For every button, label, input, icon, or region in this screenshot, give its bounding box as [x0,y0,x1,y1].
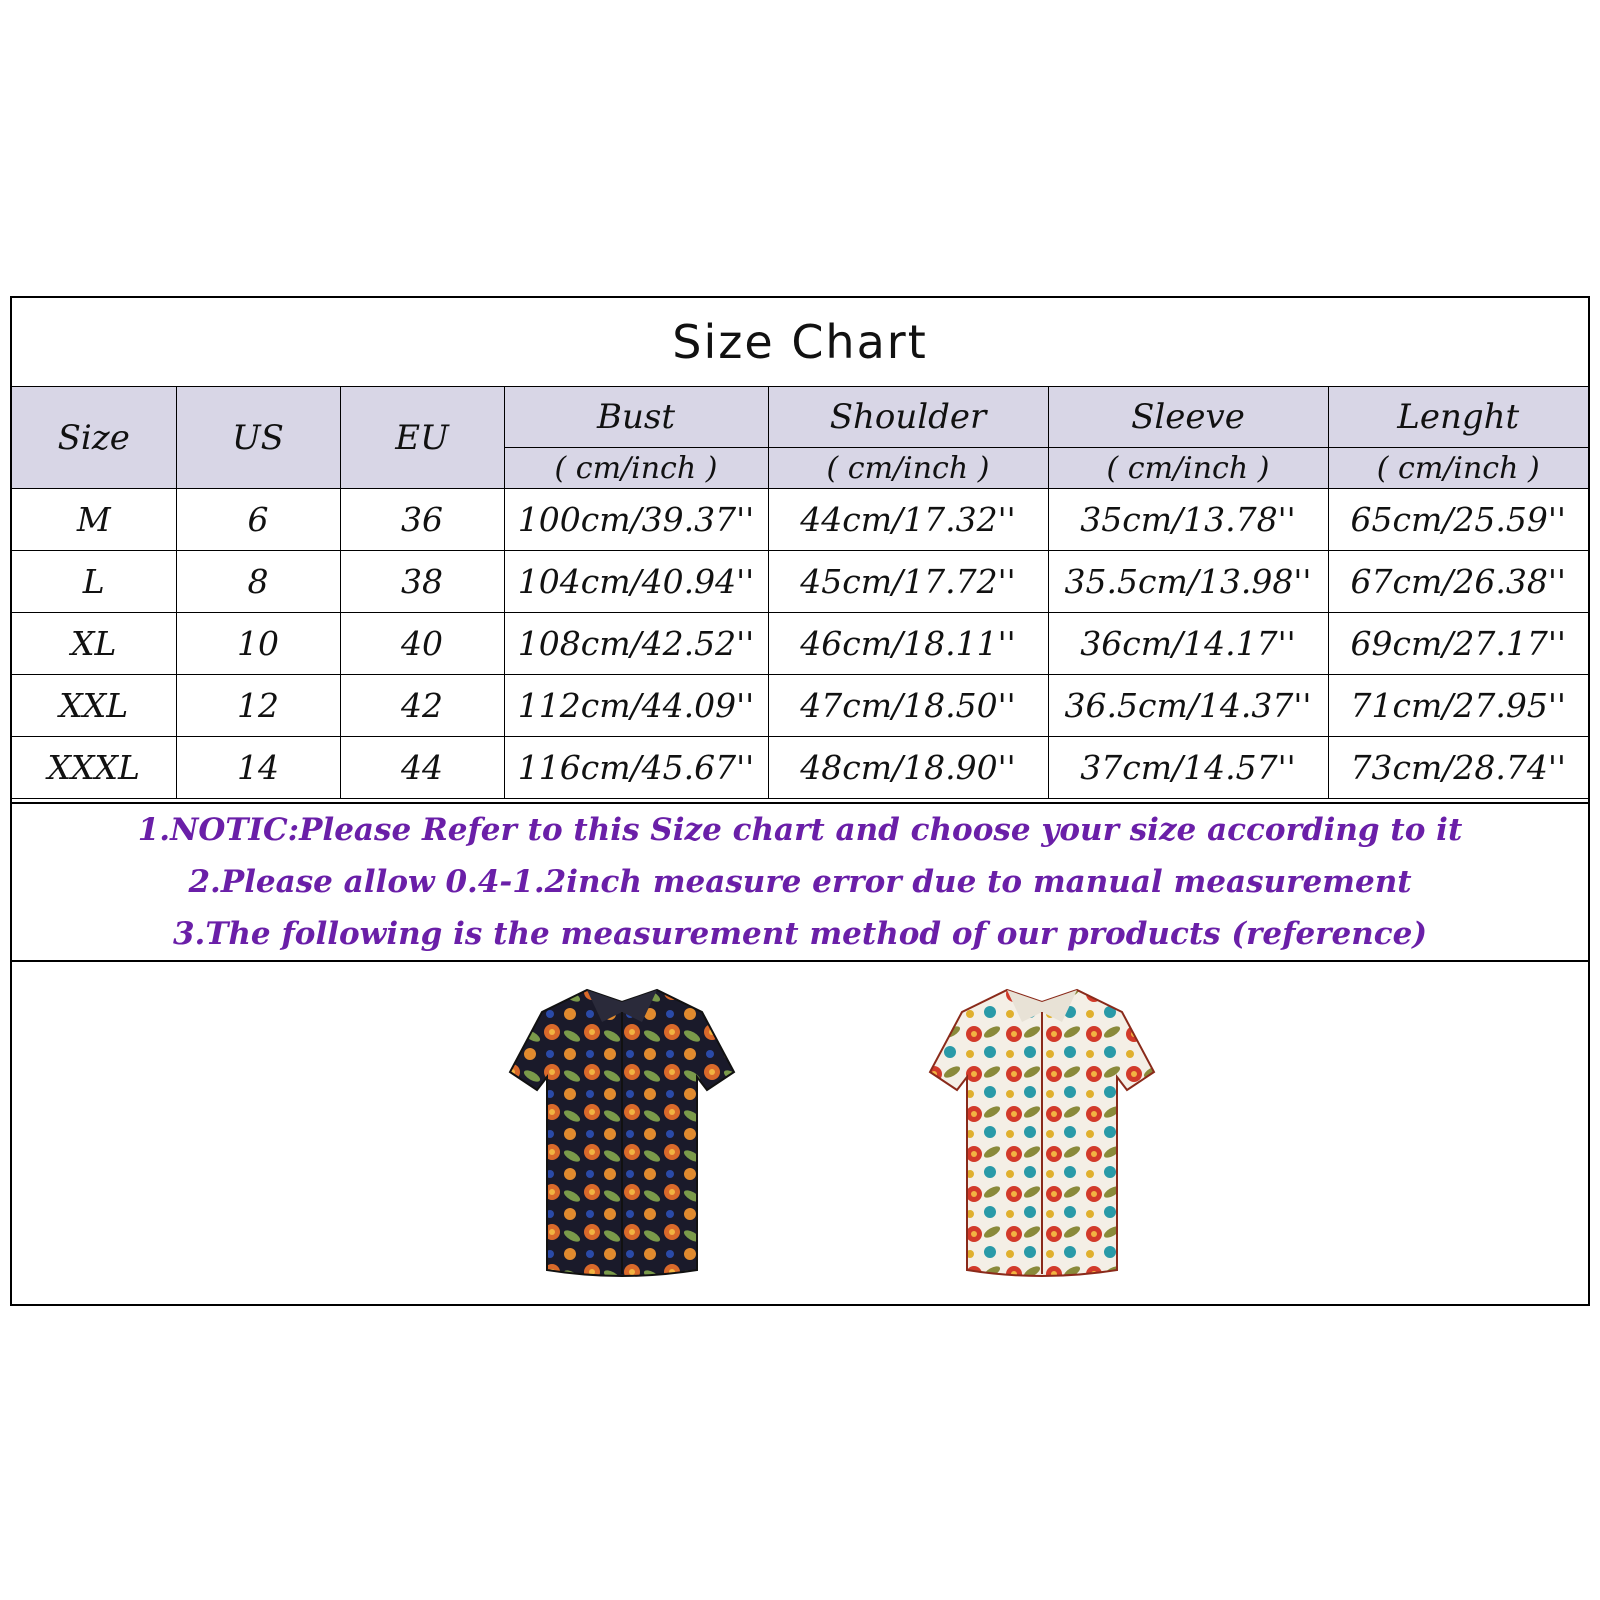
header-shoulder: Shoulder [768,387,1048,448]
note-1: 1.NOTIC:Please Refer to this Size chart and choose your size according to it [137,812,1463,848]
cell-eu: 38 [340,551,504,613]
shirt-images [12,962,1588,1304]
note-3: 3.The following is the measurement method of our products (reference) [172,916,1428,952]
cell-bust: 100cm/39.37'' [504,489,768,551]
cell-eu: 36 [340,489,504,551]
cell-shoulder: 48cm/18.90'' [768,737,1048,799]
header-eu: EU [340,387,504,489]
cell-us: 6 [176,489,340,551]
header-us: US [176,387,340,489]
title-row [12,298,1588,388]
unit-sleeve: ( cm/inch ) [1048,448,1328,489]
table-row [12,489,1588,551]
cell-sleeve: 37cm/14.57'' [1048,737,1328,799]
dark-floral-shirt-image [502,982,742,1282]
cell-bust: 112cm/44.09'' [504,675,768,737]
cell-us: 14 [176,737,340,799]
unit-bust: ( cm/inch ) [504,448,768,489]
cell-us: 8 [176,551,340,613]
cell-sleeve: 36cm/14.17'' [1048,613,1328,675]
chart-title: Size Chart [672,315,928,369]
cell-length: 67cm/26.38'' [1328,551,1588,613]
cell-eu: 42 [340,675,504,737]
size-table [12,386,1588,799]
cell-shoulder: 45cm/17.72'' [768,551,1048,613]
cell-eu: 44 [340,737,504,799]
cell-shoulder: 47cm/18.50'' [768,675,1048,737]
cell-bust: 116cm/45.67'' [504,737,768,799]
cell-size: XL [12,613,176,675]
unit-length: ( cm/inch ) [1328,448,1588,489]
cell-shoulder: 44cm/17.32'' [768,489,1048,551]
header-size: Size [12,387,176,489]
table-row [12,737,1588,799]
header-sleeve: Sleeve [1048,387,1328,448]
cell-us: 10 [176,613,340,675]
cell-bust: 108cm/42.52'' [504,613,768,675]
header-length: Lenght [1328,387,1588,448]
note-2: 2.Please allow 0.4-1.2inch measure error due to manual measurement [188,864,1412,900]
cell-shoulder: 46cm/18.11'' [768,613,1048,675]
cell-length: 65cm/25.59'' [1328,489,1588,551]
cell-size: M [12,489,176,551]
cell-length: 69cm/27.17'' [1328,613,1588,675]
cell-sleeve: 36.5cm/14.37'' [1048,675,1328,737]
header-bust: Bust [504,387,768,448]
cell-length: 73cm/28.74'' [1328,737,1588,799]
size-chart [10,296,1590,1306]
table-row [12,675,1588,737]
notes-section [12,802,1588,962]
cell-size: XXXL [12,737,176,799]
table-row [12,613,1588,675]
cell-size: XXL [12,675,176,737]
cell-sleeve: 35.5cm/13.98'' [1048,551,1328,613]
cell-size: L [12,551,176,613]
table-row [12,551,1588,613]
cell-us: 12 [176,675,340,737]
cell-length: 71cm/27.95'' [1328,675,1588,737]
table-body [12,489,1588,799]
cell-bust: 104cm/40.94'' [504,551,768,613]
unit-shoulder: ( cm/inch ) [768,448,1048,489]
cell-sleeve: 35cm/13.78'' [1048,489,1328,551]
cell-eu: 40 [340,613,504,675]
light-floral-shirt-image [922,982,1162,1282]
